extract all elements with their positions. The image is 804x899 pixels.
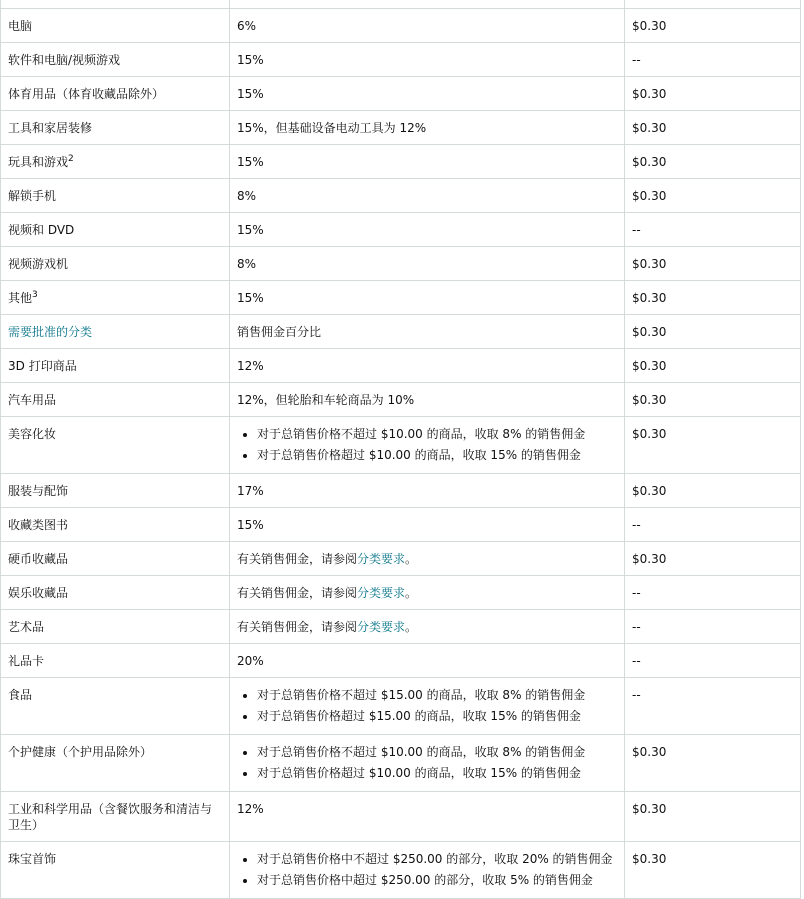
min-fee-value: -- <box>632 223 641 237</box>
min-fee-value: $0.30 <box>632 257 667 271</box>
fee-text-suffix: 。 <box>405 620 418 634</box>
category-label: 电脑 <box>8 19 33 33</box>
category-cell <box>1 281 230 315</box>
table-row <box>1 383 801 417</box>
table-row <box>1 281 801 315</box>
min-fee-value: $0.30 <box>632 484 667 498</box>
category-requirements-link[interactable]: 分类要求 <box>357 552 406 566</box>
min-fee-cell <box>625 247 801 281</box>
fee-cell <box>230 349 625 383</box>
fee-tier-list <box>237 687 617 724</box>
category-cell <box>1 315 230 349</box>
category-label: 软件和电脑/视频游戏 <box>8 53 121 67</box>
fee-text: 15% <box>237 53 264 67</box>
fee-text: 15% <box>237 223 264 237</box>
category-cell <box>1 145 230 179</box>
fee-text: 12%，但轮胎和车轮商品为 10% <box>237 393 415 407</box>
min-fee-cell <box>625 179 801 213</box>
min-fee-value: $0.30 <box>632 87 667 101</box>
fee-text: 15% <box>237 518 264 532</box>
footnote-marker: 2 <box>68 154 74 164</box>
min-fee-cell <box>625 111 801 145</box>
table-row <box>1 145 801 179</box>
category-label: 体育用品（体育收藏品除外） <box>8 87 165 101</box>
min-fee-value: $0.30 <box>632 155 667 169</box>
min-fee-cell <box>625 735 801 792</box>
category-label: 工业和科学用品（含餐饮服务和清洁与卫生） <box>8 802 213 832</box>
fee-cell <box>230 576 625 610</box>
category-cell <box>1 576 230 610</box>
min-fee-value: $0.30 <box>632 291 667 305</box>
table-row <box>1 77 801 111</box>
table-row <box>1 576 801 610</box>
min-fee-cell <box>625 792 801 842</box>
category-cell <box>1 792 230 842</box>
fee-text: 12% <box>237 359 264 373</box>
category-cell <box>1 77 230 111</box>
table-row <box>1 349 801 383</box>
fee-tier-item: • 对于总销售价格中超过 $250.00 的部分，收取 5% 的销售佣金 <box>257 872 617 888</box>
min-fee-value: -- <box>632 53 641 67</box>
min-fee-value: -- <box>632 586 641 600</box>
min-fee-cell <box>625 9 801 43</box>
category-label: 3D 打印商品 <box>8 359 77 373</box>
table-row <box>1 315 801 349</box>
min-fee-value: $0.30 <box>632 852 667 866</box>
fee-cell <box>230 474 625 508</box>
category-label: 服装与配饰 <box>8 484 69 498</box>
min-fee-value: -- <box>632 620 641 634</box>
fee-cell <box>230 383 625 417</box>
fee-tier-list <box>237 744 617 781</box>
category-label: 珠宝首饰 <box>8 852 57 866</box>
fee-tier-item: • 对于总销售价格中不超过 $250.00 的部分，收取 20% 的销售佣金 <box>257 851 617 867</box>
fee-cell <box>230 315 625 349</box>
table-top-spacer <box>1 0 801 9</box>
min-fee-value: -- <box>632 518 641 532</box>
table-row <box>1 542 801 576</box>
fee-cell <box>230 644 625 678</box>
min-fee-cell <box>625 43 801 77</box>
fee-text: 12% <box>237 802 264 816</box>
fee-cell <box>230 247 625 281</box>
fee-cell <box>230 735 625 792</box>
table-row <box>1 735 801 792</box>
min-fee-cell <box>625 315 801 349</box>
fee-cell <box>230 542 625 576</box>
fee-table-body <box>1 0 801 899</box>
fee-tier-list <box>237 851 617 888</box>
category-cell <box>1 735 230 792</box>
min-fee-value: $0.30 <box>632 359 667 373</box>
fee-cell <box>230 111 625 145</box>
fee-cell <box>230 508 625 542</box>
table-row <box>1 247 801 281</box>
category-label: 艺术品 <box>8 620 45 634</box>
fee-text: 15%，但基础设备电动工具为 12% <box>237 121 427 135</box>
category-label: 食品 <box>8 688 33 702</box>
fee-text: 15% <box>237 87 264 101</box>
category-label: 解锁手机 <box>8 189 57 203</box>
fee-text-suffix: 。 <box>405 586 418 600</box>
fee-cell <box>230 145 625 179</box>
category-label: 硬币收藏品 <box>8 552 69 566</box>
category-cell <box>1 111 230 145</box>
fee-cell <box>230 9 625 43</box>
min-fee-cell <box>625 417 801 474</box>
min-fee-value: $0.30 <box>632 802 667 816</box>
min-fee-cell <box>625 77 801 111</box>
category-cell <box>1 842 230 899</box>
table-row <box>1 179 801 213</box>
min-fee-value: $0.30 <box>632 552 667 566</box>
fee-cell <box>230 77 625 111</box>
min-fee-cell <box>625 542 801 576</box>
fee-tier-item: • 对于总销售价格不超过 $10.00 的商品，收取 8% 的销售佣金 <box>257 426 617 442</box>
table-row <box>1 644 801 678</box>
table-row <box>1 111 801 145</box>
fee-text: 销售佣金百分比 <box>237 325 322 339</box>
category-cell <box>1 678 230 735</box>
table-row <box>1 474 801 508</box>
min-fee-value: -- <box>632 654 641 668</box>
category-label: 工具和家居装修 <box>8 121 93 135</box>
table-row <box>1 213 801 247</box>
fee-tier-item: • 对于总销售价格不超过 $15.00 的商品，收取 8% 的销售佣金 <box>257 687 617 703</box>
min-fee-value: $0.30 <box>632 745 667 759</box>
min-fee-value: $0.30 <box>632 325 667 339</box>
min-fee-cell <box>625 508 801 542</box>
table-row <box>1 417 801 474</box>
category-label: 礼品卡 <box>8 654 45 668</box>
fee-text: 有关销售佣金，请参阅 <box>237 586 358 600</box>
category-cell <box>1 610 230 644</box>
min-fee-cell <box>625 644 801 678</box>
fee-text: 15% <box>237 155 264 169</box>
table-row <box>1 508 801 542</box>
table-row <box>1 678 801 735</box>
category-label: 娱乐收藏品 <box>8 586 69 600</box>
category-link[interactable]: 需要批准的分类 <box>8 325 93 339</box>
category-cell <box>1 349 230 383</box>
fee-text: 6% <box>237 19 257 33</box>
min-fee-value: $0.30 <box>632 427 667 441</box>
category-cell <box>1 43 230 77</box>
category-requirements-link[interactable]: 分类要求 <box>357 586 406 600</box>
category-cell <box>1 247 230 281</box>
category-label: 其他 <box>8 291 33 305</box>
table-row <box>1 43 801 77</box>
table-row <box>1 610 801 644</box>
category-label: 视频游戏机 <box>8 257 69 271</box>
category-cell <box>1 542 230 576</box>
category-cell <box>1 417 230 474</box>
fee-text: 8% <box>237 189 257 203</box>
fee-cell <box>230 43 625 77</box>
category-requirements-link[interactable]: 分类要求 <box>357 620 406 634</box>
min-fee-value: $0.30 <box>632 393 667 407</box>
fee-tier-item: • 对于总销售价格超过 $10.00 的商品，收取 15% 的销售佣金 <box>257 447 617 463</box>
category-label: 美容化妆 <box>8 427 57 441</box>
category-cell <box>1 9 230 43</box>
min-fee-cell <box>625 145 801 179</box>
min-fee-value: -- <box>632 688 641 702</box>
category-cell <box>1 213 230 247</box>
fee-tier-list <box>237 426 617 463</box>
fee-cell <box>230 842 625 899</box>
fee-cell <box>230 213 625 247</box>
table-row <box>1 9 801 43</box>
category-cell <box>1 644 230 678</box>
category-label: 收藏类图书 <box>8 518 69 532</box>
fee-cell <box>230 417 625 474</box>
fee-text: 8% <box>237 257 257 271</box>
fee-tier-item: • 对于总销售价格超过 $15.00 的商品，收取 15% 的销售佣金 <box>257 708 617 724</box>
min-fee-value: $0.30 <box>632 121 667 135</box>
min-fee-cell <box>625 383 801 417</box>
min-fee-cell <box>625 213 801 247</box>
min-fee-value: $0.30 <box>632 19 667 33</box>
footnote-marker: 3 <box>32 290 38 300</box>
category-label: 个护健康（个护用品除外） <box>8 745 153 759</box>
fee-text: 15% <box>237 291 264 305</box>
fee-text: 17% <box>237 484 264 498</box>
fee-text: 20% <box>237 654 264 668</box>
category-cell <box>1 179 230 213</box>
category-cell <box>1 474 230 508</box>
fee-tier-item: • 对于总销售价格不超过 $10.00 的商品，收取 8% 的销售佣金 <box>257 744 617 760</box>
fee-cell <box>230 179 625 213</box>
category-label: 玩具和游戏 <box>8 155 69 169</box>
fee-text-suffix: 。 <box>405 552 418 566</box>
fee-cell <box>230 678 625 735</box>
min-fee-cell <box>625 281 801 315</box>
min-fee-cell <box>625 678 801 735</box>
table-row <box>1 842 801 899</box>
table-row <box>1 792 801 842</box>
min-fee-cell <box>625 349 801 383</box>
min-fee-value: $0.30 <box>632 189 667 203</box>
fee-cell <box>230 281 625 315</box>
min-fee-cell <box>625 610 801 644</box>
category-cell <box>1 508 230 542</box>
min-fee-cell <box>625 576 801 610</box>
category-label: 视频和 DVD <box>8 223 75 237</box>
min-fee-cell <box>625 474 801 508</box>
fee-text: 有关销售佣金，请参阅 <box>237 552 358 566</box>
category-cell <box>1 383 230 417</box>
fee-cell <box>230 792 625 842</box>
min-fee-cell <box>625 842 801 899</box>
fee-tier-item: • 对于总销售价格超过 $10.00 的商品，收取 15% 的销售佣金 <box>257 765 617 781</box>
fee-cell <box>230 610 625 644</box>
category-label: 汽车用品 <box>8 393 57 407</box>
fee-text: 有关销售佣金，请参阅 <box>237 620 358 634</box>
